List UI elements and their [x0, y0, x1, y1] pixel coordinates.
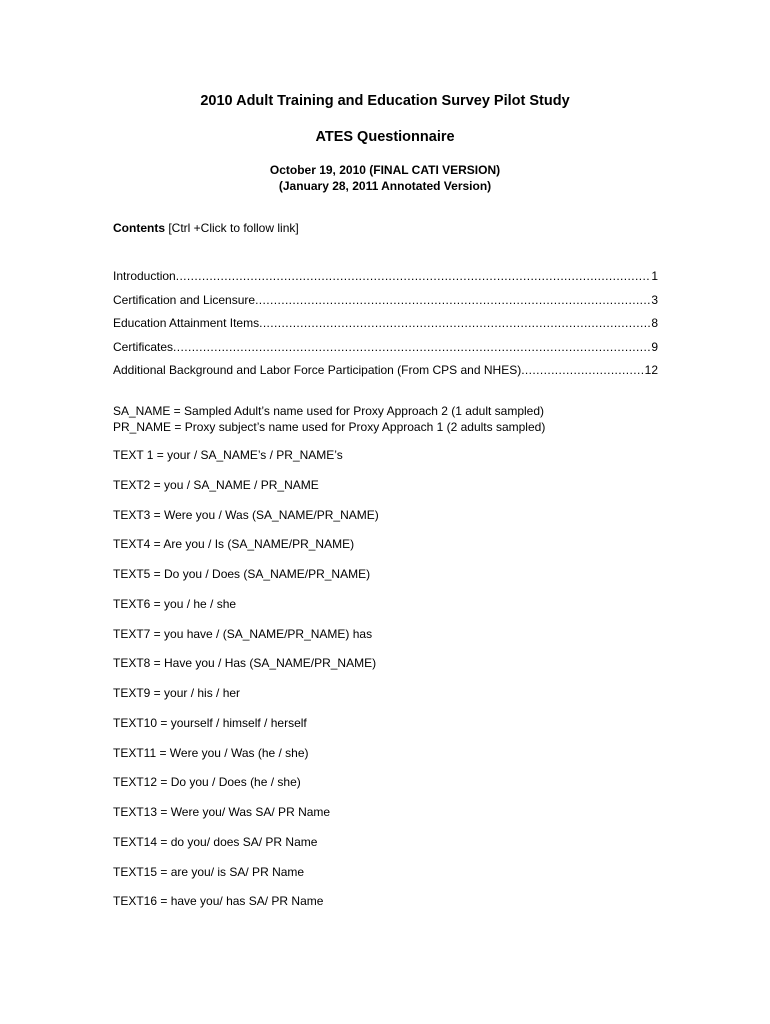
- document-title: 2010 Adult Training and Education Survey Pilot Study: [200, 93, 570, 109]
- contents-heading: [113, 221, 299, 235]
- text-variable-list: [113, 448, 379, 924]
- text-variable: TEXT2 = you / SA_NAME / PR_NAME: [113, 477, 319, 492]
- toc-leader: [259, 316, 651, 330]
- text-variable: TEXT8 = Have you / Has (SA_NAME/PR_NAME): [113, 656, 377, 671]
- text-variable: TEXT14 = do you/ does SA/ PR Name: [113, 834, 318, 849]
- contents-hint: [Ctrl +Click to follow link]: [165, 221, 299, 235]
- text-variable: TEXT15 = are you/ is SA/ PR Name: [113, 864, 305, 879]
- toc-leader: [173, 340, 651, 354]
- text-variable: TEXT3 = Were you / Was (SA_NAME/PR_NAME): [113, 507, 379, 522]
- text-variable: TEXT10 = yourself / himself / herself: [113, 715, 307, 730]
- toc-label: Additional Background and Labor Force Participation (From CPS and NHES): [113, 363, 522, 377]
- toc-link-education-attainment[interactable]: [113, 316, 658, 340]
- version-line: (January 28, 2011 Annotated Version): [278, 179, 492, 193]
- text-variable: TEXT16 = have you/ has SA/ PR Name: [113, 894, 324, 909]
- text-variable: TEXT4 = Are you / Is (SA_NAME/PR_NAME): [113, 537, 355, 552]
- date-line: October 19, 2010 (FINAL CATI VERSION): [269, 163, 501, 177]
- toc-link-certificates[interactable]: [113, 340, 658, 364]
- text-variable: TEXT7 = you have / (SA_NAME/PR_NAME) has: [113, 626, 373, 641]
- toc-page-number: 3: [651, 292, 658, 307]
- toc-link-certification[interactable]: [113, 293, 658, 317]
- text-variable: TEXT9 = your / his / her: [113, 686, 241, 700]
- text-variable: TEXT11 = Were you / Was (he / she): [113, 745, 309, 760]
- toc-leader: [521, 363, 644, 377]
- toc-page-number: 8: [651, 316, 658, 330]
- name-definitions: [113, 403, 545, 435]
- toc-page-number: 12: [644, 363, 658, 377]
- text-variable: TEXT 1 = your / SA_NAME’s / PR_NAME’s: [113, 448, 343, 462]
- toc-page-number: 9: [651, 339, 658, 354]
- toc-leader: [176, 269, 652, 283]
- version-info: [0, 162, 770, 194]
- toc-link-introduction[interactable]: [113, 269, 658, 293]
- toc-label: Certification and Licensure: [113, 292, 256, 307]
- toc-label: Certificates: [113, 339, 174, 354]
- toc-page-number: 1: [651, 269, 658, 283]
- definition-line: SA_NAME = Sampled Adult’s name used for Proxy Approach 2 (1 adult sampled): [113, 404, 545, 418]
- toc-label: Introduction: [113, 269, 176, 283]
- contents-label: Contents: [113, 221, 165, 235]
- text-variable: TEXT13 = Were you/ Was SA/ PR Name: [113, 805, 331, 819]
- toc-link-additional-background[interactable]: [113, 363, 658, 387]
- toc-label: Education Attainment Items: [113, 316, 260, 330]
- text-variable: TEXT5 = Do you / Does (SA_NAME/PR_NAME): [113, 567, 371, 581]
- text-variable: TEXT6 = you / he / she: [113, 596, 237, 611]
- definition-line: PR_NAME = Proxy subject’s name used for Proxy Approach 1 (2 adults sampled): [113, 420, 546, 434]
- toc-leader: [255, 293, 651, 307]
- text-variable: TEXT12 = Do you / Does (he / she): [113, 775, 301, 790]
- table-of-contents: [113, 269, 658, 387]
- document-subtitle: ATES Questionnaire: [315, 129, 455, 145]
